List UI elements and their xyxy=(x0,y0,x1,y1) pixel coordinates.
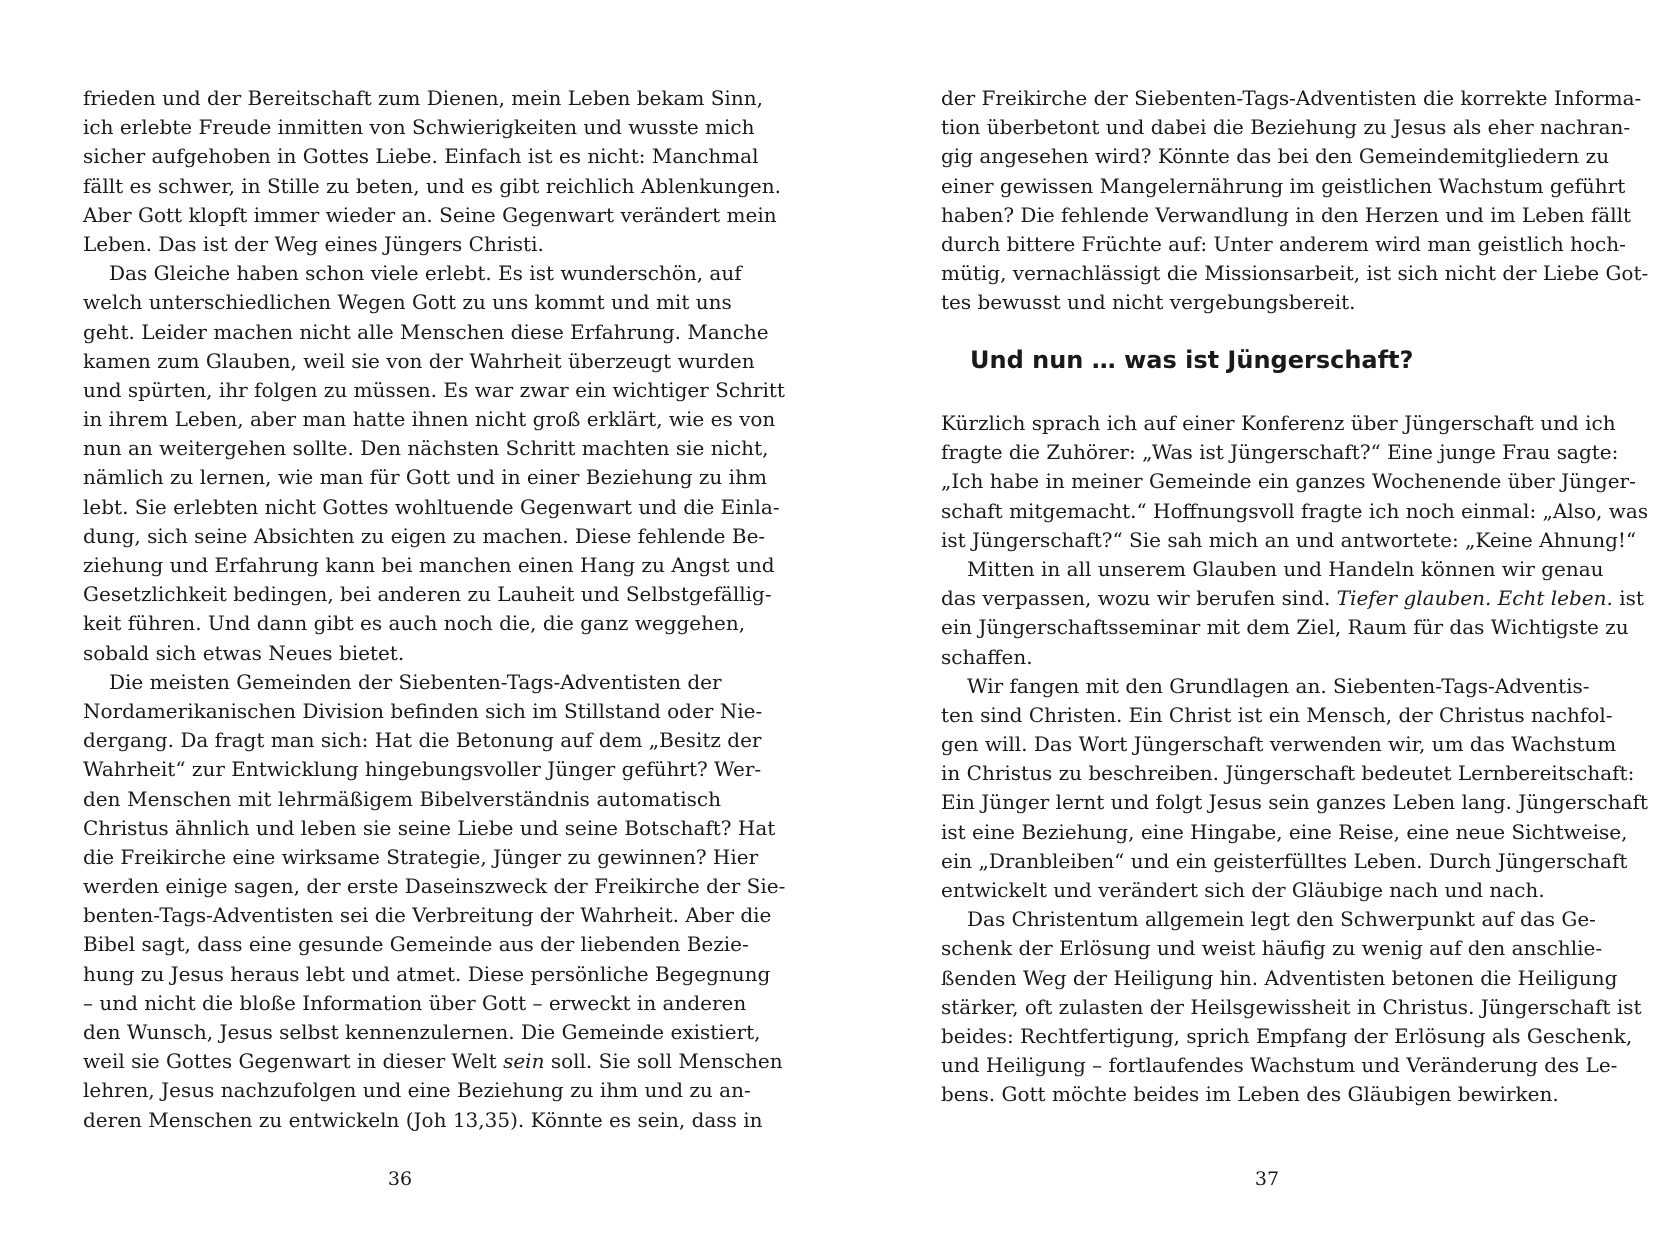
text-line: den Menschen mit lehrmäßigem Bibelverständnis automatisch xyxy=(83,786,721,811)
text-line: der Freikirche der Siebenten-Tags-Adventisten die korrekte Informa- xyxy=(941,86,1642,110)
text-line: beides: Rechtfertigung, sprich Empfang der Erlösung als Geschenk, xyxy=(941,1023,1633,1048)
text-line: Das Christentum allgemein legt den Schwerpunkt auf das Ge- xyxy=(967,907,1596,932)
page-number: 37 xyxy=(1254,1168,1280,1190)
text-line: deren Menschen zu entwickeln (Joh 13,35). Könnte es sein, dass in xyxy=(83,1107,763,1132)
italic-book-title: Tiefer glauben. Echt leben. xyxy=(1336,586,1613,611)
text-line: ich erlebte Freude inmitten von Schwierigkeiten und wusste mich xyxy=(83,115,755,140)
text-line: Wahrheit“ zur Entwicklung hingebungsvoller Jünger geführt? Wer- xyxy=(83,757,762,782)
text-line: ein Jüngerschaftsseminar mit dem Ziel, Raum für das Wichtigste zu xyxy=(941,615,1629,640)
text-line: frieden und der Bereitschaft zum Dienen, mein Leben bekam Sinn, xyxy=(83,86,763,110)
text-line: werden einige sagen, der erste Daseinszweck der Freikirche der Sie- xyxy=(83,874,786,899)
text-line: welch unterschiedlichen Wegen Gott zu uns kommt und mit uns xyxy=(83,290,732,315)
text-line: fragte die Zuhörer: „Was ist Jüngerschaft?“ Eine junge Frau sagte: xyxy=(941,440,1619,465)
text-line: ten sind Christen. Ein Christ ist ein Mensch, der Christus nachfol- xyxy=(941,702,1613,727)
text-line: schaft mitgemacht.“ Hoffnungsvoll fragte ich noch einmal: „Also, was xyxy=(941,498,1649,523)
text-segment: weil sie Gottes Gegenwart in dieser Welt xyxy=(83,1049,504,1074)
text-segment: das verpassen, wozu wir berufen sind. xyxy=(941,586,1337,611)
text-line: entwickelt und verändert sich der Gläubige nach und nach. xyxy=(941,878,1545,902)
right-page-section-text xyxy=(941,409,1649,1110)
text-line: die Freikirche eine wirksame Strategie, Jünger zu gewinnen? Hier xyxy=(83,844,759,869)
text-line: durch bittere Früchte auf: Unter anderem wird man geistlich hoch- xyxy=(941,231,1626,256)
text-line: geht. Leider machen nicht alle Menschen diese Erfahrung. Manche xyxy=(83,319,769,344)
italic-text: sein xyxy=(503,1049,545,1074)
text-line: in ihrem Leben, aber man hatte ihnen nicht groß erklärt, wie es von xyxy=(83,407,776,432)
text-line: mütig, vernachlässigt die Missionsarbeit, ist sich nicht der Liebe Got- xyxy=(941,261,1649,286)
text-line: bens. Gott möchte beides im Leben des Gläubigen bewirken. xyxy=(941,1082,1559,1107)
text-line-with-italic xyxy=(83,1047,783,1076)
text-line: benten-Tags-Adventisten sei die Verbreitung der Wahrheit. Aber die xyxy=(83,903,772,928)
text-line: Nordamerikanischen Division befinden sich im Stillstand oder Nie- xyxy=(83,698,763,723)
text-line: den Wunsch, Jesus selbst kennenzulernen. Die Gemeinde existiert, xyxy=(83,1020,761,1044)
text-line: schaffen. xyxy=(941,644,1033,669)
text-line: lebt. Sie erlebten nicht Gottes wohltuende Gegenwart und die Einla- xyxy=(83,494,780,519)
text-line: sobald sich etwas Neues bietet. xyxy=(83,640,405,665)
text-line: hung zu Jesus heraus lebt und atmet. Diese persönliche Begegnung xyxy=(83,961,771,986)
text-line: „Ich habe in meiner Gemeinde ein ganzes Wochenende über Jünger- xyxy=(941,469,1636,494)
text-line: Kürzlich sprach ich auf einer Konferenz über Jüngerschaft und ich xyxy=(941,411,1616,435)
text-line: nämlich zu lernen, wie man für Gott und in einer Beziehung zu ihm xyxy=(83,465,767,490)
text-line: tes bewusst und nicht vergebungsbereit. xyxy=(941,290,1356,315)
text-line: gig angesehen wird? Könnte das bei den Gemeindemitgliedern zu xyxy=(941,144,1610,169)
text-line: sicher aufgehoben in Gottes Liebe. Einfach ist es nicht: Manchmal xyxy=(83,144,759,169)
section-heading: Und nun … was ist Jüngerschaft? xyxy=(970,346,1414,374)
right-page xyxy=(827,0,1654,1240)
text-line: und spürten, ihr folgen zu müssen. Es war zwar ein wichtiger Schritt xyxy=(83,377,785,402)
text-segment: soll. Sie soll Menschen xyxy=(544,1049,783,1074)
text-line: nun an weitergehen sollte. Den nächsten Schritt machten sie nicht, xyxy=(83,436,769,461)
text-line: ziehung und Erfahrung kann bei manchen einen Hang zu Angst und xyxy=(83,553,775,577)
text-line: Bibel sagt, dass eine gesunde Gemeinde aus der liebenden Bezie- xyxy=(83,932,749,957)
text-line: ist Jüngerschaft?“ Sie sah mich an und antwortete: „Keine Ahnung!“ xyxy=(941,527,1637,552)
text-line: einer gewissen Mangelernährung im geistlichen Wachstum geführt xyxy=(941,173,1626,198)
text-line: Leben. Das ist der Weg eines Jüngers Christi. xyxy=(83,231,544,256)
right-page-top-text xyxy=(941,84,1649,318)
text-line: Aber Gott klopft immer wieder an. Seine Gegenwart verändert mein xyxy=(83,202,777,227)
text-line: Das Gleiche haben schon viele erlebt. Es ist wunderschön, auf xyxy=(109,261,742,286)
text-line: Christus ähnlich und leben sie seine Liebe und seine Botschaft? Hat xyxy=(83,815,776,840)
text-line: haben? Die fehlende Verwandlung in den Herzen und im Leben fällt xyxy=(941,202,1632,227)
text-line: stärker, oft zulasten der Heilsgewissheit in Christus. Jüngerschaft ist xyxy=(941,994,1642,1019)
text-line: – und nicht die bloße Information über Gott – erweckt in anderen xyxy=(83,990,747,1015)
text-line: kamen zum Glauben, weil sie von der Wahrheit überzeugt wurden xyxy=(83,348,755,373)
text-line: gen will. Das Wort Jüngerschaft verwenden wir, um das Wachstum xyxy=(941,732,1617,757)
text-segment: ist xyxy=(1612,586,1644,611)
text-line: ist eine Beziehung, eine Hingabe, eine Reise, eine neue Sichtweise, xyxy=(941,819,1628,844)
text-line: schenk der Erlösung und weist häufig zu wenig auf den anschlie- xyxy=(941,936,1603,961)
text-line: ßenden Weg der Heiligung hin. Adventisten betonen die Heiligung xyxy=(941,965,1618,990)
text-line: Wir fangen mit den Grundlagen an. Siebenten-Tags-Adventis- xyxy=(967,673,1590,698)
text-line: in Christus zu beschreiben. Jüngerschaft bedeutet Lernbereitschaft: xyxy=(941,761,1635,786)
text-line: Gesetzlichkeit bedingen, bei anderen zu Lauheit und Selbstgefällig- xyxy=(83,582,772,607)
text-line: Die meisten Gemeinden der Siebenten-Tags-Adventisten der xyxy=(109,669,722,694)
text-line: fällt es schwer, in Stille zu beten, und es gibt reichlich Ablenkungen. xyxy=(83,173,781,198)
page-number: 36 xyxy=(387,1168,413,1190)
text-line: ein „Dranbleiben“ und ein geisterfülltes Leben. Durch Jüngerschaft xyxy=(941,848,1628,873)
text-line: dergang. Da fragt man sich: Hat die Betonung auf dem „Besitz der xyxy=(83,728,762,753)
text-line: tion überbetont und dabei die Beziehung zu Jesus als eher nachran- xyxy=(941,115,1631,140)
text-line: dung, sich seine Absichten zu eigen zu machen. Diese fehlende Be- xyxy=(83,523,766,548)
text-line-with-italic xyxy=(941,584,1644,613)
text-line: keit führen. Und dann gibt es auch noch die, die ganz weggehen, xyxy=(83,611,746,636)
text-line: lehren, Jesus nachzufolgen und eine Beziehung zu ihm und zu an- xyxy=(83,1078,751,1103)
text-line: Mitten in all unserem Glauben und Handeln können wir genau xyxy=(967,556,1604,581)
text-line: Ein Jünger lernt und folgt Jesus sein ganzes Leben lang. Jüngerschaft xyxy=(941,790,1648,815)
text-line: und Heiligung – fortlaufendes Wachstum und Veränderung des Le- xyxy=(941,1053,1618,1078)
left-page-text xyxy=(83,84,786,1135)
